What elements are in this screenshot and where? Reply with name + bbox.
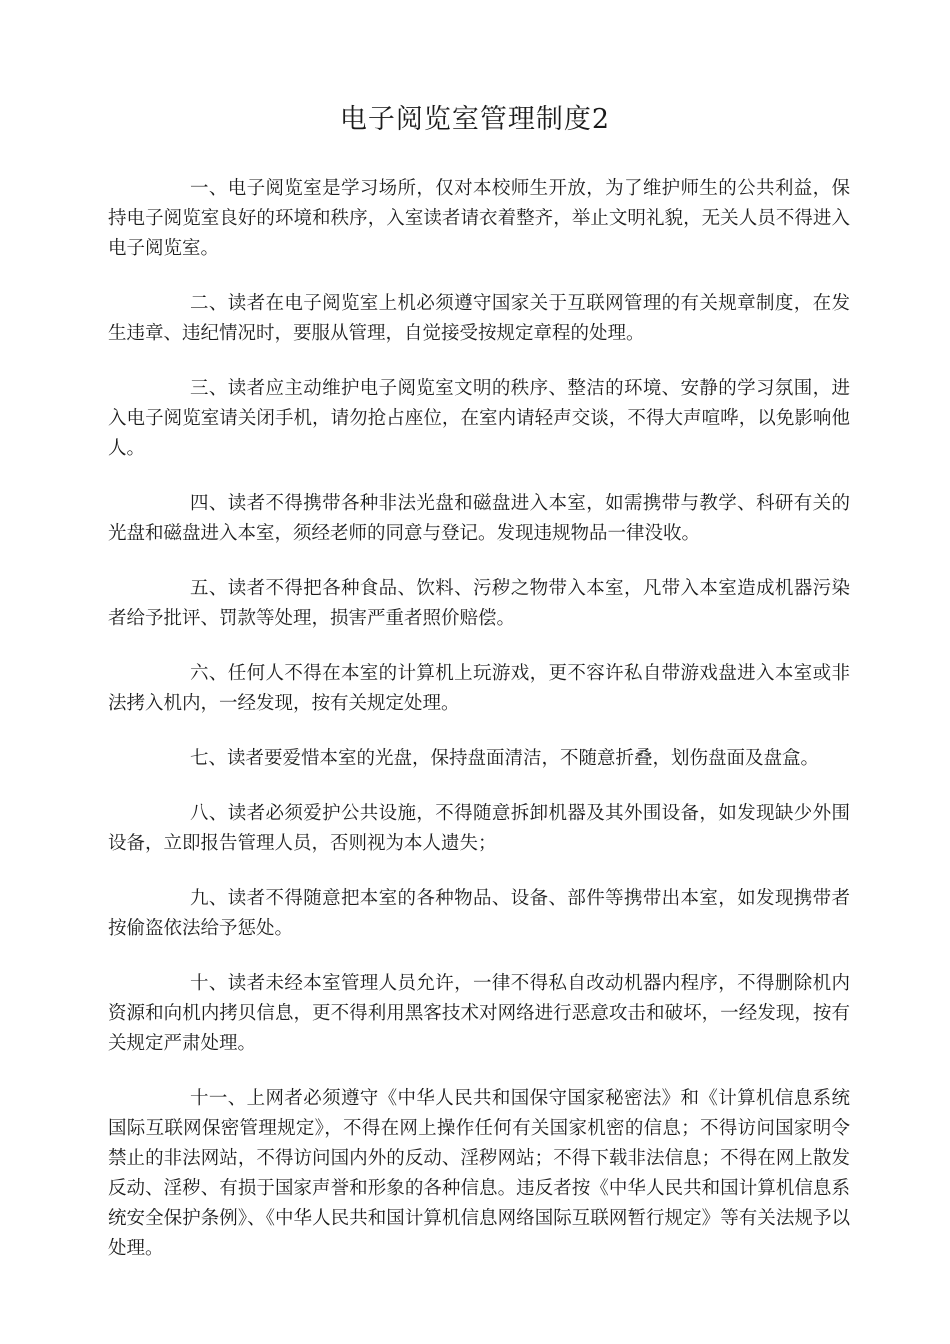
rule-paragraph-9: 九、读者不得随意把本室的各种物品、设备、部件等携带出本室，如发现携带者按偷盗依法给予惩处。 xyxy=(108,888,850,939)
rule-paragraph-2: 二、读者在电子阅览室上机必须遵守国家关于互联网管理的有关规章制度，在发生违章、违纪情况时，要服从管理，自觉接受按规定章程的处理。 xyxy=(108,293,850,344)
rule-paragraph-3: 三、读者应主动维护电子阅览室文明的秩序、整洁的环境、安静的学习氛围，进入电子阅览室请关闭手机，请勿抢占座位，在室内请轻声交谈，不得大声喧哗，以免影响他人。 xyxy=(108,378,850,459)
rule-paragraph-4: 四、读者不得携带各种非法光盘和磁盘进入本室，如需携带与教学、科研有关的光盘和磁盘进入本室，须经老师的同意与登记。发现违规物品一律没收。 xyxy=(108,493,850,544)
rule-paragraph-6: 六、任何人不得在本室的计算机上玩游戏，更不容许私自带游戏盘进入本室或非法拷入机内，一经发现，按有关规定处理。 xyxy=(108,663,850,714)
rule-paragraph-5: 五、读者不得把各种食品、饮料、污秽之物带入本室，凡带入本室造成机器污染者给予批评、罚款等处理，损害严重者照价赔偿。 xyxy=(108,578,850,629)
rule-paragraph-1: 一、电子阅览室是学习场所，仅对本校师生开放，为了维护师生的公共利益，保持电子阅览室良好的环境和秩序，入室读者请衣着整齐，举止文明礼貌，无关人员不得进入电子阅览室。 xyxy=(108,178,850,259)
document-body xyxy=(108,174,850,1289)
rule-paragraph-8: 八、读者必须爱护公共设施，不得随意拆卸机器及其外围设备，如发现缺少外围设备，立即报告管理人员，否则视为本人遗失； xyxy=(108,803,850,854)
rule-paragraph-11: 十一、上网者必须遵守《中华人民共和国保守国家秘密法》和《计算机信息系统国际互联网保密管理规定》，不得在网上操作任何有关国家机密的信息；不得访问国家明令禁止的非法网站，不得访问国内外的反动、淫秽网站；不得下载非法信息；不得在网上散发反动、淫秽、有损于国家声誉和形象的各种信息。违反者按《中华人民共和国计算机信息系统安全保护条例》、《中华人民共和国计算机信息网络国际互联网暂行规定》等有关法规予以处理。 xyxy=(108,1088,850,1259)
rule-paragraph-7: 七、读者要爱惜本室的光盘，保持盘面清洁，不随意折叠，划伤盘面及盘盒。 xyxy=(190,748,820,769)
document-title: 电子阅览室管理制度2 xyxy=(339,104,611,135)
rule-paragraph-10: 十、读者未经本室管理人员允许，一律不得私自改动机器内程序，不得删除机内资源和向机内拷贝信息，更不得利用黑客技术对网络进行恶意攻击和破坏，一经发现，按有关规定严肃处理。 xyxy=(108,973,850,1054)
